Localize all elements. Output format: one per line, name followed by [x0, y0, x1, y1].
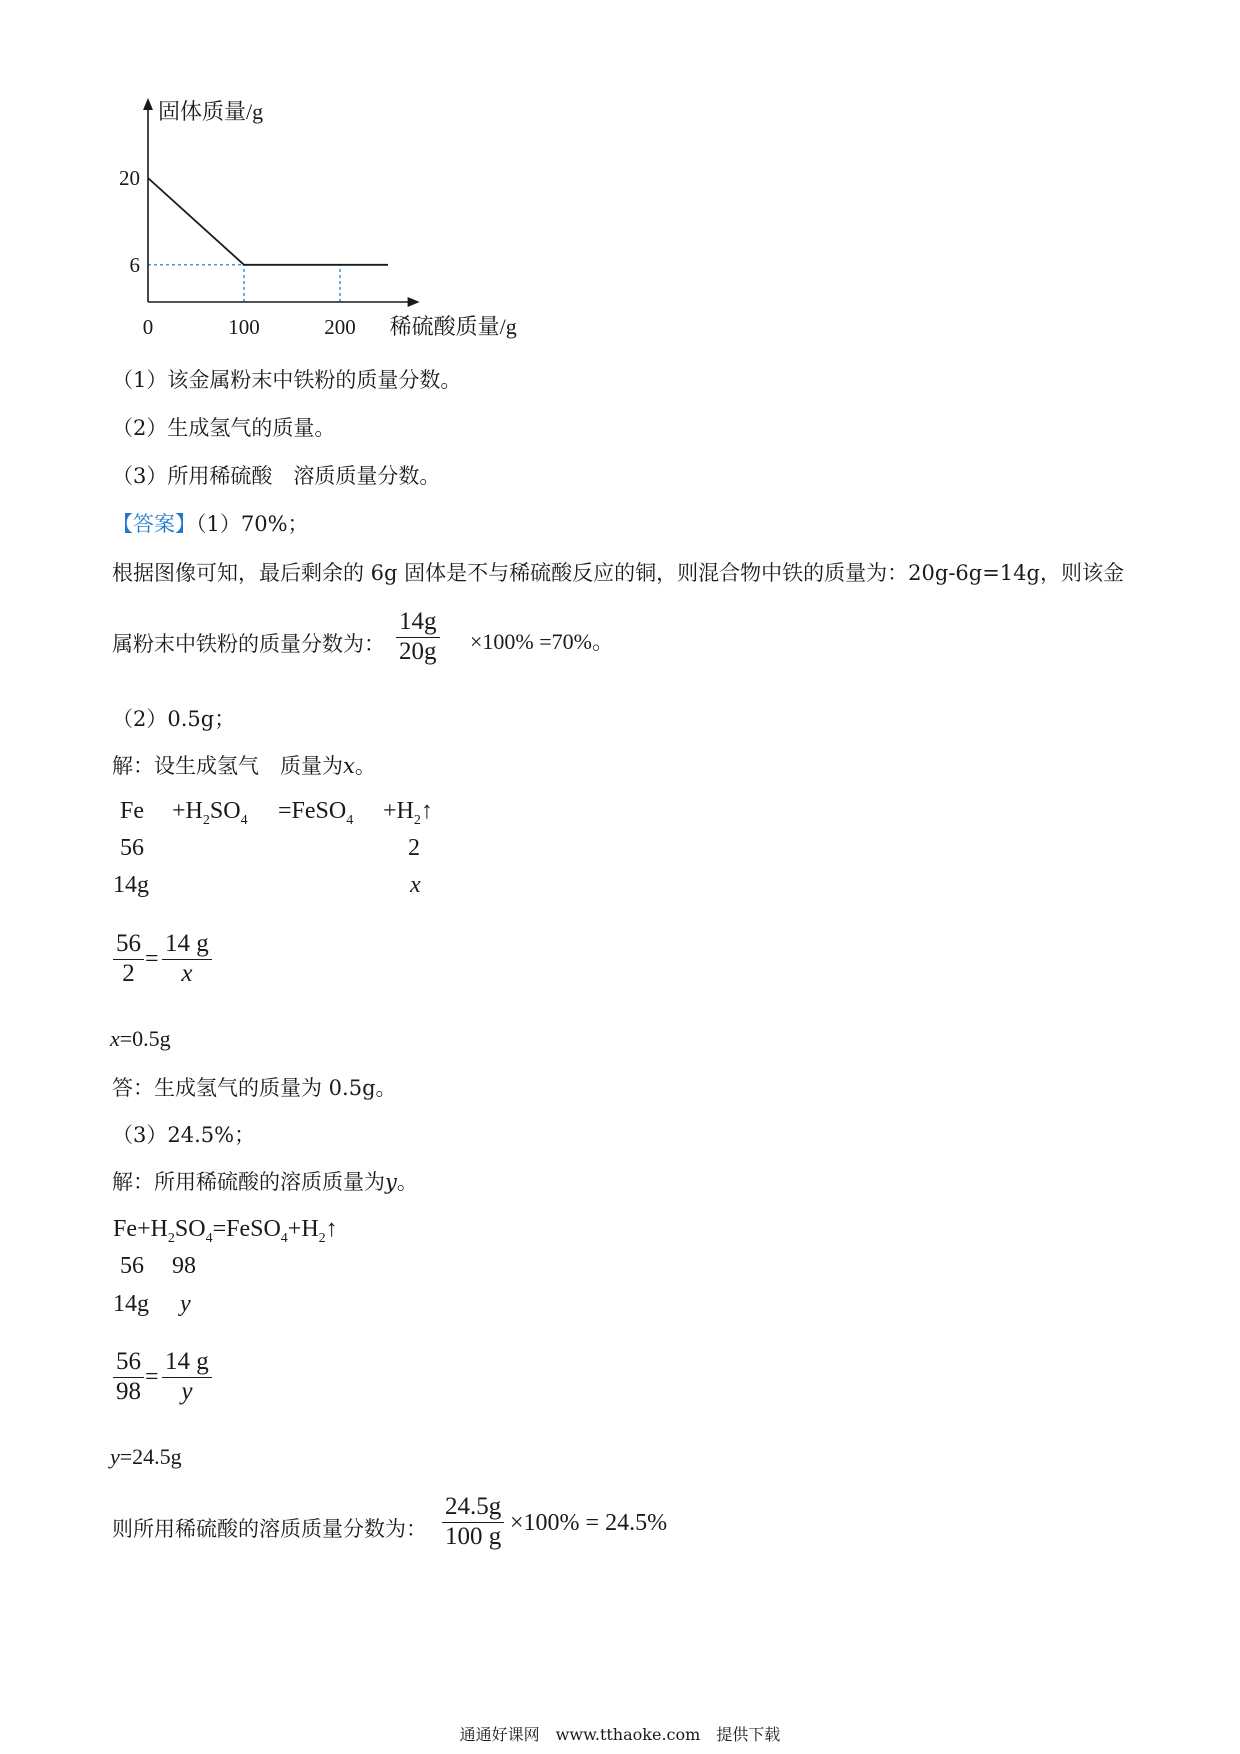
fraction-denominator: 20g — [399, 637, 437, 665]
result-3-value: =24.5g — [119, 1444, 182, 1469]
eq2-given-fe: 14g — [113, 872, 149, 898]
explanation-1-line-2: 属粉末中铁粉的质量分数为： — [112, 632, 385, 656]
mass-chart — [100, 90, 517, 350]
result-3 — [110, 1444, 182, 1470]
explanation-1-line-1: 根据图像可知，最后剩余的 6g 固体是不与稀硫酸反应的铜，则混合物中铁的质量为：20g-6g=14g，则该金 — [112, 561, 1124, 585]
fraction-3-result: ×100% = 24.5% — [510, 1510, 668, 1536]
x-tick-label: 0 — [142, 315, 154, 339]
eq2-feso4-label: =FeSO — [278, 798, 347, 824]
solve-3-end: 。 — [396, 1170, 418, 1194]
answer-1: （1）70%； — [196, 512, 309, 536]
solve-3-var: y — [385, 1170, 397, 1194]
gas-arrow: ↑ — [420, 798, 433, 824]
fraction-acid-share — [442, 1493, 504, 1552]
eq3-unknown: y — [180, 1291, 191, 1317]
eq2-mass-h2: 2 — [408, 835, 420, 861]
eq3-given-fe: 14g — [113, 1291, 149, 1317]
answer-3: （3）24.5%； — [112, 1123, 256, 1147]
ratio-3-left — [113, 1348, 144, 1407]
x-axis-arrow — [408, 297, 420, 307]
y-tick-label: 6 — [129, 252, 140, 277]
eq2-h2: $+H_2↑$ — [383, 798, 433, 828]
eq2-h2so4-h: +H — [172, 798, 203, 824]
ratio-3-left-top: 56 — [116, 1348, 141, 1375]
eq2-unknown: x — [410, 872, 421, 898]
ratio-2-left-top: 56 — [116, 930, 141, 957]
ratio-3-right-top: 14 g — [165, 1348, 209, 1375]
equals-sign: = — [145, 946, 159, 972]
solve-2-end: 。 — [354, 754, 376, 778]
eq2-h2so4: $+H_2SO_4$ — [172, 798, 248, 828]
series-line-0 — [148, 178, 388, 265]
ratio-2-right — [162, 930, 212, 989]
solve-3 — [112, 1166, 418, 1196]
solve-3-text: 解：所用稀硫酸的溶质质量为 — [112, 1170, 385, 1194]
gas-arrow: ↑ — [325, 1216, 338, 1242]
eq3-b: SO — [174, 1216, 206, 1242]
solve-2-text: 解：设生成氢气 质量为 — [112, 754, 343, 778]
eq3-a: Fe+H — [113, 1216, 168, 1242]
x-axis-label: 稀硫酸质量/g — [389, 314, 517, 339]
x-tick-label: 100 — [228, 315, 260, 339]
solve-2-var: x — [343, 754, 355, 778]
ratio-2-right-bottom: x — [181, 959, 193, 987]
question-1: （1）该金属粉末中铁粉的质量分数。 — [112, 368, 462, 392]
ratio-3-right-bottom: y — [181, 1377, 193, 1405]
result-2-var: x — [110, 1026, 120, 1051]
fraction-1-result: ×100% =70%。 — [470, 629, 614, 654]
eq2-feso4: =FeSO$_4$ — [278, 798, 354, 828]
solve-2 — [112, 750, 376, 780]
result-2 — [110, 1026, 171, 1052]
x-tick-label: 200 — [324, 315, 356, 339]
eq3-d: +H — [287, 1216, 319, 1242]
ratio-2-left — [113, 930, 144, 989]
eq3-c: =FeSO — [212, 1216, 281, 1242]
answer-1-line — [112, 508, 309, 538]
equals-sign: = — [145, 1364, 159, 1390]
answer-tag: 【答案】 — [112, 512, 196, 536]
y-axis-label: 固体质量/g — [158, 99, 264, 124]
final-answer-2: 答：生成氢气的质量为 0.5g。 — [112, 1076, 397, 1100]
fraction-numerator: 14g — [399, 608, 437, 635]
fraction-numerator: 24.5g — [445, 1493, 502, 1520]
eq2-mass-fe: 56 — [120, 835, 144, 861]
ratio-3-left-bottom: 98 — [116, 1377, 141, 1405]
eq3-mass-h2so4: 98 — [172, 1253, 196, 1279]
y-tick-label: 20 — [119, 166, 140, 190]
eq3-mass-fe: 56 — [120, 1253, 144, 1279]
ratio-2-left-bottom: 2 — [122, 959, 135, 987]
ratio-2-right-top: 14 g — [165, 930, 209, 957]
answer-2: （2）0.5g； — [112, 707, 236, 731]
question-2: （2）生成氢气的质量。 — [112, 416, 336, 440]
eq2-h2-label: +H — [383, 798, 414, 824]
page-footer: 通通好课网 www.tthaoke.com 提供下载 — [459, 1725, 781, 1744]
ratio-3-right — [162, 1348, 212, 1407]
eq2-fe: Fe — [120, 798, 144, 824]
fraction-iron-share — [396, 608, 440, 667]
result-2-value: =0.5g — [119, 1026, 171, 1051]
eq3-equation: $Fe+H_2SO_4=FeSO_4+H_2↑$ — [113, 1216, 338, 1246]
question-3: （3）所用稀硫酸 溶质质量分数。 — [112, 464, 441, 488]
fraction-denominator: 100 g — [445, 1522, 502, 1550]
result-3-var: y — [110, 1444, 120, 1469]
final-answer-3-label: 则所用稀硫酸的溶质质量分数为： — [112, 1517, 427, 1541]
y-axis-arrow — [143, 98, 153, 110]
